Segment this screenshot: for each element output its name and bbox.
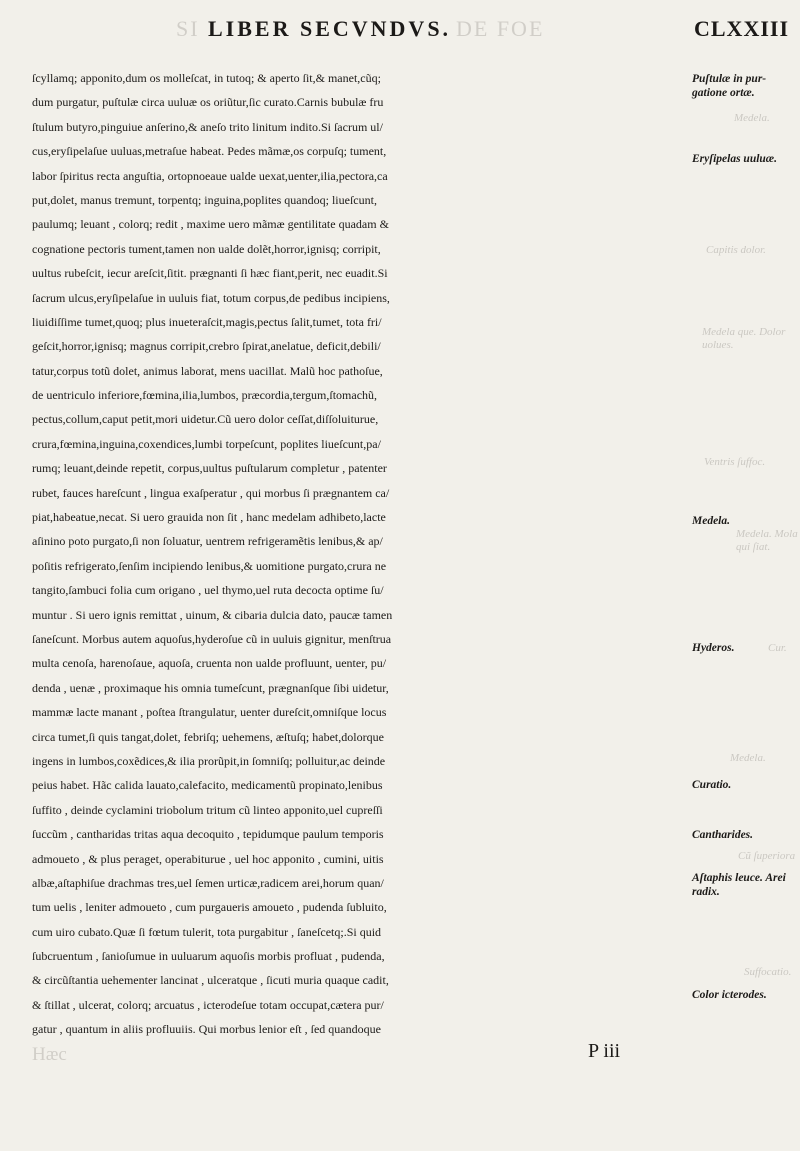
text-line: crura,fœmina,inguina,coxendices,lumbi torpeſcunt, poplites liueſcunt,pa/ (32, 436, 381, 451)
margin-note: Aſtaphis leuce. Arei radix. (692, 872, 786, 898)
margin-note: Hyderos. (692, 642, 735, 654)
text-line: rubet, fauces hareſcunt , lingua exaſperatur , qui morbus ſi prægnantem ca/ (32, 485, 390, 500)
main-text-block (32, 66, 680, 1042)
text-line: gatur , quantum in aliis profluuiis. Qui morbus lenior eſt , ſed quandoque (32, 1022, 381, 1037)
text-line: cognatione pectoris tument,tamen non ualde dolẽt,horror,ignisq; corripit, (32, 241, 381, 256)
text-line: muntur . Si uero ignis remittat , uinum, & cibaria dulcia dato, paucæ tamen (32, 607, 393, 622)
margin-note: Medela. (692, 515, 731, 527)
text-line: paulumq; leuant , colorq; redit , maxime uero mãmæ gentilitate quadam & (32, 217, 389, 232)
text-line: ſuccũm , cantharidas tritas aqua decoquito , tepidumque paulum temporis (32, 827, 384, 842)
text-line: aſinino poto purgato,ſi non ſoluatur, uentrem refrigeramẽtis lenibus,& ap/ (32, 534, 383, 549)
margin-note: Eryſipelas uuluæ. (692, 153, 777, 165)
text-line: denda , uenæ , proximaque his omnia tumeſcunt, prægnanſque ſibi uidetur, (32, 680, 389, 695)
margin-note: Curatio. (692, 779, 732, 791)
show-through-note: Ventris ſuffoc. (704, 456, 766, 468)
show-through-note: Capitis dolor. (706, 244, 766, 256)
text-line: de uentriculo inferiore,fœmina,ilia,lumbos, præcordia,tergum,ſtomachũ, (32, 388, 378, 403)
text-line: cus,eryſipelaſue uuluas,metraſue habeat. Pedes mãmæ,os corpuſq; tument, (32, 144, 387, 159)
show-through-note: Medela que. Dolor uolues. (702, 326, 786, 351)
text-line: ſtulum butyro,pinguiue anſerino,& aneſo trito linitum indito.Si ſacrum ul/ (32, 119, 383, 134)
text-line: ſuffito , deinde cyclamini triobolum tritum cũ linteo apponito,uel cupreſſi (32, 802, 383, 817)
running-title: LIBER SECVNDVS. (208, 16, 452, 41)
text-line: tum uelis , leniter admoueto , cum purgaueris amoueto , pudenda ſubluito, (32, 900, 387, 915)
text-line: piat,habeatue,necat. Si uero grauida non ſit , hanc medelam adhibeto,lacte (32, 510, 386, 525)
signature-mark: P iii (588, 1040, 621, 1062)
text-line: put,dolet, manus tremunt, torpentq; inguina,poplites quandoq; liueſcunt, (32, 192, 377, 207)
text-line: & circũſtantia uehementer lancinat , ulceratque , ſicuti muria quaque cadit, (32, 973, 389, 988)
text-line: liuidiſſime tumet,quoq; plus inueteraſcit,magis,pectus ſalit,tumet, tota fri/ (32, 314, 382, 329)
show-through-note: Suffocatio. (744, 966, 792, 978)
show-through-text: DE FOE (456, 16, 545, 41)
text-line: ſacrum ulcus,eryſipelaſue in uuluis fiat, totum corpus,de pedibus incipiens, (32, 290, 390, 305)
text-line: tangito,ſambuci folia cum origano , uel thymo,uel ruta decocta optime ſu/ (32, 583, 384, 598)
text-line: ſaneſcunt. Morbus autem aquoſus,hyderoſue cũ in uuluis gignitur, menſtrua (32, 631, 392, 646)
folio-number: CLXXIII (694, 16, 790, 41)
text-line: geſcit,horror,ignisq; magnus corripit,crebro ſpirat,anelatue, deficit,debili/ (32, 339, 381, 354)
text-line: poſitis refrigerato,ſenſim incipiendo lenibus,& uomitione purgato,crura ne (32, 558, 387, 573)
margin-note: Color icterodes. (692, 989, 767, 1001)
show-through-note: Cur. (768, 642, 787, 654)
text-line: rumq; leuant,deinde repetit, corpus,uultus puſtularum completur , patenter (32, 461, 387, 476)
text-line: circa tumet,ſi quis tangat,dolet, febriſq; uehemens, æſtuſq; habet,dolorque (32, 729, 384, 744)
text-line: multa cenoſa, harenoſaue, aquoſa, cruenta non ualde profluunt, uenter, pu/ (32, 656, 387, 671)
text-line: mammæ lacte manant , poſtea ſtrangulatur, uenter dureſcit,omniſque locus (32, 705, 387, 720)
text-line: & ſtillat , ulcerat, colorq; arcuatus , icterodeſue totam occupat,cætera pur/ (32, 997, 384, 1012)
text-line: cum uiro cubato.Quæ ſi fœtum tulerit, tota purgabitur , ſaneſcetq;.Si quid (32, 924, 382, 939)
text-line: uultus rubeſcit, iecur areſcit,ſitit. prægnanti ſi hæc fiant,perit, nec euadit.Si (32, 266, 388, 281)
show-through-note: Medela. Mola qui ſiat. (736, 528, 798, 553)
text-line: labor ſpiritus recta anguſtia, ortopnoeaue ualde uexat,uenter,ilia,pectora,ca (32, 168, 388, 183)
show-through-text: Hæc (32, 1044, 67, 1065)
text-line: ſcyllamq; apponito,dum os molleſcat, in tutoq; & aperto ſit,& manet,cũq; (32, 71, 381, 85)
text-line: peius habet. Hãc calida lauato,calefacito, medicamentũ propinato,lenibus (32, 778, 383, 793)
text-line: pectus,collum,caput petit,mori uidetur.Cũ uero dolor ceſſat,diſſoluiturue, (32, 412, 379, 427)
text-line: tatur,corpus totũ dolet, animus laborat, mens uacillat. Malũ hoc pathoſue, (32, 363, 383, 378)
text-line: albæ,aſtaphiſue drachmas tres,uel ſemen urticæ,radicem arei,horum quan/ (32, 875, 384, 890)
margin-note: Puſtulæ in pur- gatione ortæ. (692, 73, 767, 99)
text-line: dum purgatur, puſtulæ circa uuluæ os oriũtur,ſic curato.Carnis bubulæ fru (32, 95, 384, 110)
page-header (0, 14, 800, 48)
show-through-note: Cũ ſuperiora (738, 850, 796, 862)
text-line: admoueto , & plus peraget, operabiturue , uel hoc apponito , cumini, uitis (32, 851, 384, 866)
show-through-note: Medela. (734, 112, 770, 124)
show-through-text: SI (176, 16, 200, 41)
text-line: ingens in lumbos,coxẽdices,& ilia prorũpit,in ſomniſq; polluitur,ac deinde (32, 753, 386, 768)
show-through-note: Medela. (730, 752, 766, 764)
margin-note: Cantharides. (692, 829, 754, 841)
text-line: ſubcruentum , ſanioſumue in uuluarum aquoſis morbis profluat , pudenda, (32, 949, 385, 964)
